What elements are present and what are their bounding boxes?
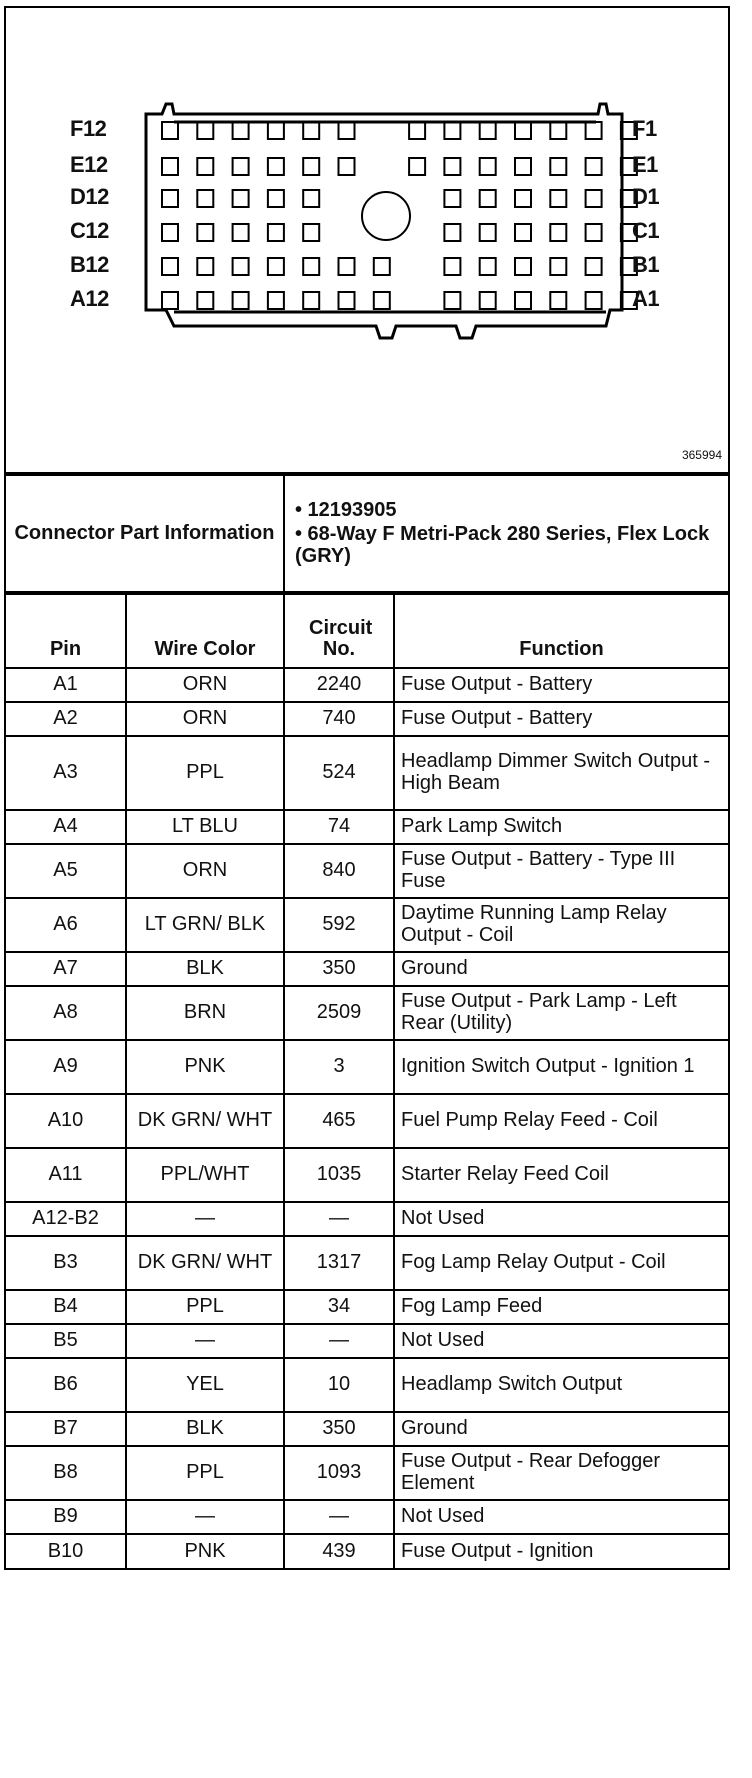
pin-cavity xyxy=(197,122,213,139)
pin-cavity xyxy=(480,122,496,139)
pin-cavity xyxy=(480,258,496,275)
pin-cavity xyxy=(515,158,531,175)
function-cell: Headlamp Switch Output xyxy=(394,1358,728,1412)
function-cell: Ignition Switch Output - Ignition 1 xyxy=(394,1040,728,1094)
table-row xyxy=(6,952,728,986)
pin-cell: A5 xyxy=(6,844,126,898)
function-cell: Starter Relay Feed Coil xyxy=(394,1148,728,1202)
table-row xyxy=(6,898,728,952)
pin-cavity xyxy=(339,122,355,139)
function-cell: Fuse Output - Ignition xyxy=(394,1534,728,1568)
connector-pinout-sheet xyxy=(4,6,730,1570)
pin-cavity xyxy=(197,224,213,241)
pin-cavity xyxy=(586,292,602,309)
row-label-right: B1 xyxy=(632,252,660,277)
function-cell: Headlamp Dimmer Switch Output - High Beam xyxy=(394,736,728,810)
pin-cavity xyxy=(303,122,319,139)
pin-cavity xyxy=(303,224,319,241)
pin-cavity xyxy=(515,224,531,241)
connector-info-label: Connector Part Information xyxy=(6,475,284,592)
pin-cell: A4 xyxy=(6,810,126,844)
wire-color-cell: LT BLU xyxy=(126,810,284,844)
wire-color-cell: PPL xyxy=(126,1290,284,1324)
pin-cell: A12-B2 xyxy=(6,1202,126,1236)
pin-cavity xyxy=(162,292,178,309)
pin-cavity xyxy=(268,190,284,207)
wire-color-cell: PPL xyxy=(126,736,284,810)
pin-cavity xyxy=(550,190,566,207)
pin-cavity xyxy=(339,158,355,175)
pin-cell: B10 xyxy=(6,1534,126,1568)
table-row xyxy=(6,1324,728,1358)
function-cell: Fog Lamp Relay Output - Coil xyxy=(394,1236,728,1290)
wire-color-cell: YEL xyxy=(126,1358,284,1412)
function-cell: Fuse Output - Battery - Type III Fuse xyxy=(394,844,728,898)
header-wire-color: Wire Color xyxy=(126,594,284,668)
table-row xyxy=(6,1040,728,1094)
table-row xyxy=(6,986,728,1040)
circuit-cell: 74 xyxy=(284,810,394,844)
pin-cavity xyxy=(162,224,178,241)
table-row xyxy=(6,1534,728,1568)
function-cell: Park Lamp Switch xyxy=(394,810,728,844)
table-row xyxy=(6,1412,728,1446)
pin-cavity xyxy=(515,258,531,275)
pin-cavity xyxy=(444,292,460,309)
connector-description: • 68-Way F Metri-Pack 280 Series, Flex Lock (GRY) xyxy=(295,523,710,567)
pin-cavity xyxy=(303,190,319,207)
wire-color-cell: — xyxy=(126,1202,284,1236)
pin-cavity xyxy=(480,224,496,241)
row-label-left: F12 xyxy=(70,116,107,141)
pin-cavity xyxy=(233,258,249,275)
pin-cavity xyxy=(586,122,602,139)
table-row xyxy=(6,844,728,898)
circuit-cell: — xyxy=(284,1500,394,1534)
function-cell: Daytime Running Lamp Relay Output - Coil xyxy=(394,898,728,952)
pin-cavity xyxy=(515,190,531,207)
table-row xyxy=(6,702,728,736)
pin-cavity xyxy=(197,190,213,207)
pin-cell: A8 xyxy=(6,986,126,1040)
row-label-right: D1 xyxy=(632,184,660,209)
pin-cavity xyxy=(550,258,566,275)
pin-cavity xyxy=(444,122,460,139)
table-row xyxy=(6,1358,728,1412)
pin-cell: A11 xyxy=(6,1148,126,1202)
pin-cavity xyxy=(586,190,602,207)
pin-cavity xyxy=(515,292,531,309)
pin-cavity xyxy=(197,292,213,309)
pin-cell: B3 xyxy=(6,1236,126,1290)
table-row xyxy=(6,1290,728,1324)
pin-cavity xyxy=(268,158,284,175)
header-circuit-no: Circuit No. xyxy=(284,594,394,668)
pin-cavity xyxy=(586,224,602,241)
table-row xyxy=(6,736,728,810)
pin-cell: A2 xyxy=(6,702,126,736)
table-row xyxy=(6,810,728,844)
row-label-left: D12 xyxy=(70,184,109,209)
connector-info xyxy=(6,474,728,593)
pin-cell: A10 xyxy=(6,1094,126,1148)
circuit-cell: 740 xyxy=(284,702,394,736)
pin-cavity xyxy=(162,122,178,139)
pin-cavity xyxy=(233,190,249,207)
pin-cell: A7 xyxy=(6,952,126,986)
pin-cavity xyxy=(339,292,355,309)
wire-color-cell: PNK xyxy=(126,1534,284,1568)
pin-cavity xyxy=(303,258,319,275)
pin-cavity xyxy=(303,292,319,309)
wire-color-cell: — xyxy=(126,1500,284,1534)
circuit-cell: 1317 xyxy=(284,1236,394,1290)
row-label-right: A1 xyxy=(632,286,660,311)
wire-color-cell: PPL xyxy=(126,1446,284,1500)
pin-cavity xyxy=(233,224,249,241)
pinout-table xyxy=(6,593,728,1568)
pin-cavity xyxy=(515,122,531,139)
connector-info-details xyxy=(284,475,728,592)
header-function: Function xyxy=(394,594,728,668)
pin-cavity xyxy=(233,122,249,139)
row-label-right: F1 xyxy=(632,116,657,141)
function-cell: Fuel Pump Relay Feed - Coil xyxy=(394,1094,728,1148)
function-cell: Not Used xyxy=(394,1500,728,1534)
pin-cavity xyxy=(409,158,425,175)
circuit-cell: 34 xyxy=(284,1290,394,1324)
pin-cavity xyxy=(409,122,425,139)
circuit-cell: 2509 xyxy=(284,986,394,1040)
function-cell: Fuse Output - Park Lamp - Left Rear (Utility) xyxy=(394,986,728,1040)
connector-face-drawing xyxy=(6,8,728,470)
circuit-cell: 350 xyxy=(284,1412,394,1446)
circuit-cell: 350 xyxy=(284,952,394,986)
connector-diagram xyxy=(6,8,728,474)
figure-id: 365994 xyxy=(681,448,722,462)
pin-cavity xyxy=(339,258,355,275)
wire-color-cell: — xyxy=(126,1324,284,1358)
pin-cavity xyxy=(444,190,460,207)
pin-cavity xyxy=(586,258,602,275)
circuit-cell: 592 xyxy=(284,898,394,952)
circuit-cell: 465 xyxy=(284,1094,394,1148)
pin-cavity xyxy=(550,122,566,139)
pin-cavity xyxy=(268,224,284,241)
function-cell: Ground xyxy=(394,952,728,986)
header-pin: Pin xyxy=(6,594,126,668)
function-cell: Not Used xyxy=(394,1202,728,1236)
circuit-cell: 1035 xyxy=(284,1148,394,1202)
pin-cell: B7 xyxy=(6,1412,126,1446)
function-cell: Fuse Output - Rear Defogger Element xyxy=(394,1446,728,1500)
wire-color-cell: LT GRN/ BLK xyxy=(126,898,284,952)
pin-cell: A3 xyxy=(6,736,126,810)
pin-cell: B8 xyxy=(6,1446,126,1500)
wire-color-cell: PNK xyxy=(126,1040,284,1094)
wire-color-cell: DK GRN/ WHT xyxy=(126,1094,284,1148)
wire-color-cell: BRN xyxy=(126,986,284,1040)
pin-cell: A6 xyxy=(6,898,126,952)
circuit-cell: — xyxy=(284,1202,394,1236)
pin-cavity xyxy=(550,292,566,309)
pin-cavity xyxy=(162,158,178,175)
table-row xyxy=(6,1202,728,1236)
wire-color-cell: BLK xyxy=(126,952,284,986)
circuit-cell: 3 xyxy=(284,1040,394,1094)
wire-color-cell: ORN xyxy=(126,702,284,736)
row-label-left: A12 xyxy=(70,286,109,311)
circuit-cell: 439 xyxy=(284,1534,394,1568)
function-cell: Not Used xyxy=(394,1324,728,1358)
pin-cavity xyxy=(197,158,213,175)
pin-cavity xyxy=(268,122,284,139)
pin-cavity xyxy=(268,258,284,275)
table-row xyxy=(6,1094,728,1148)
wire-color-cell: DK GRN/ WHT xyxy=(126,1236,284,1290)
pin-cavity xyxy=(444,258,460,275)
pin-cell: B4 xyxy=(6,1290,126,1324)
row-label-left: B12 xyxy=(70,252,109,277)
table-row xyxy=(6,1236,728,1290)
function-cell: Fuse Output - Battery xyxy=(394,702,728,736)
pin-cavity xyxy=(480,292,496,309)
pin-cell: B6 xyxy=(6,1358,126,1412)
pin-cell: A1 xyxy=(6,668,126,702)
circuit-cell: 10 xyxy=(284,1358,394,1412)
circuit-cell: 840 xyxy=(284,844,394,898)
wire-color-cell: ORN xyxy=(126,844,284,898)
alignment-hole xyxy=(362,192,410,240)
function-cell: Ground xyxy=(394,1412,728,1446)
pin-cavity xyxy=(303,158,319,175)
pin-cavity xyxy=(374,258,390,275)
pin-cavity xyxy=(480,158,496,175)
pin-cavity xyxy=(550,158,566,175)
circuit-cell: — xyxy=(284,1324,394,1358)
pin-cavity xyxy=(162,258,178,275)
wire-color-cell: PPL/WHT xyxy=(126,1148,284,1202)
circuit-cell: 2240 xyxy=(284,668,394,702)
wire-color-cell: ORN xyxy=(126,668,284,702)
pin-cavity xyxy=(550,224,566,241)
function-cell: Fog Lamp Feed xyxy=(394,1290,728,1324)
circuit-cell: 1093 xyxy=(284,1446,394,1500)
table-row xyxy=(6,1446,728,1500)
pin-cavity xyxy=(374,292,390,309)
pin-cavity xyxy=(162,190,178,207)
pin-cavity xyxy=(586,158,602,175)
pin-cavity xyxy=(233,158,249,175)
pin-cavity xyxy=(268,292,284,309)
table-row xyxy=(6,1500,728,1534)
pin-cavity xyxy=(480,190,496,207)
pin-cell: A9 xyxy=(6,1040,126,1094)
row-label-right: E1 xyxy=(632,152,658,177)
row-label-right: C1 xyxy=(632,218,660,243)
row-label-left: E12 xyxy=(70,152,108,177)
wire-color-cell: BLK xyxy=(126,1412,284,1446)
pin-cavity xyxy=(444,158,460,175)
pin-cavity xyxy=(233,292,249,309)
pin-cell: B5 xyxy=(6,1324,126,1358)
connector-part-number: • 12193905 xyxy=(295,498,397,521)
table-row xyxy=(6,1148,728,1202)
circuit-cell: 524 xyxy=(284,736,394,810)
table-header xyxy=(6,594,728,668)
pin-cell: B9 xyxy=(6,1500,126,1534)
row-label-left: C12 xyxy=(70,218,109,243)
function-cell: Fuse Output - Battery xyxy=(394,668,728,702)
pin-cavity xyxy=(197,258,213,275)
table-row xyxy=(6,668,728,702)
pin-cavity xyxy=(444,224,460,241)
